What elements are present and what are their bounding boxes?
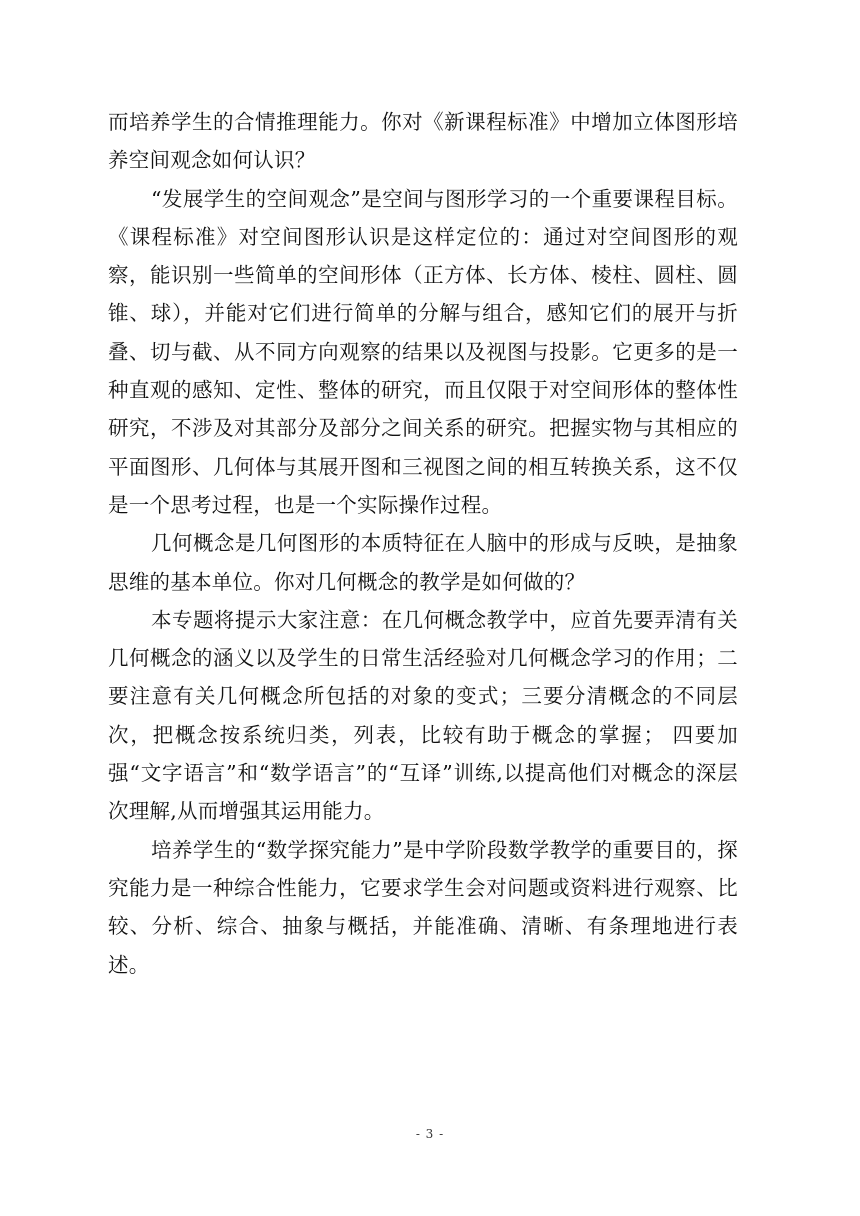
body-text xyxy=(108,103,738,984)
paragraph-4: 本专题将提示大家注意：在几何概念教学中，应首先要弄清有关几何概念的涵义以及学生的日常生活经验对几何概念学习的作用；二要注意有关几何概念所包括的对象的变式；三要分清概念的不同层次，把概念按系统归类，列表，比较有助于概念的掌握； 四要加强“文字语言”和“数学语言”的“互译”训练,以提高他们对概念的深层次理解,从而增强其运用能力。 xyxy=(108,607,738,824)
page-number: - 3 - xyxy=(415,1127,445,1141)
paragraph-1: 而培养学生的合情推理能力。你对《新课程标准》中增加立体图形培养空间观念如何认识？ xyxy=(108,110,738,173)
paragraph-5: 培养学生的“数学探究能力”是中学阶段数学教学的重要目的，探究能力是一种综合性能力，它要求学生会对问题或资料进行观察、比较、分析、综合、抽象与概括，并能准确、清晰、有条理地进行表述。 xyxy=(108,837,738,977)
paragraph-2: “发展学生的空间观念”是空间与图形学习的一个重要课程目标。《课程标准》对空间图形认识是这样定位的：通过对空间图形的观察，能识别一些简单的空间形体（正方体、长方体、棱柱、圆柱、圆锥、球），并能对它们进行简单的分解与组合，感知它们的展开与折叠、切与截、从不同方向观察的结果以及视图与投影。它更多的是一种直观的感知、定性、整体的研究，而且仅限于对空间形体的整体性研究，不涉及对其部分及部分之间关系的研究。把握实物与其相应的平面图形、几何体与其展开图和三视图之间的相互转换关系，这不仅是一个思考过程，也是一个实际操作过程。 xyxy=(108,186,738,517)
paragraph-3: 几何概念是几何图形的本质特征在人脑中的形成与反映，是抽象思维的基本单位。你对几何概念的教学是如何做的？ xyxy=(108,531,738,594)
